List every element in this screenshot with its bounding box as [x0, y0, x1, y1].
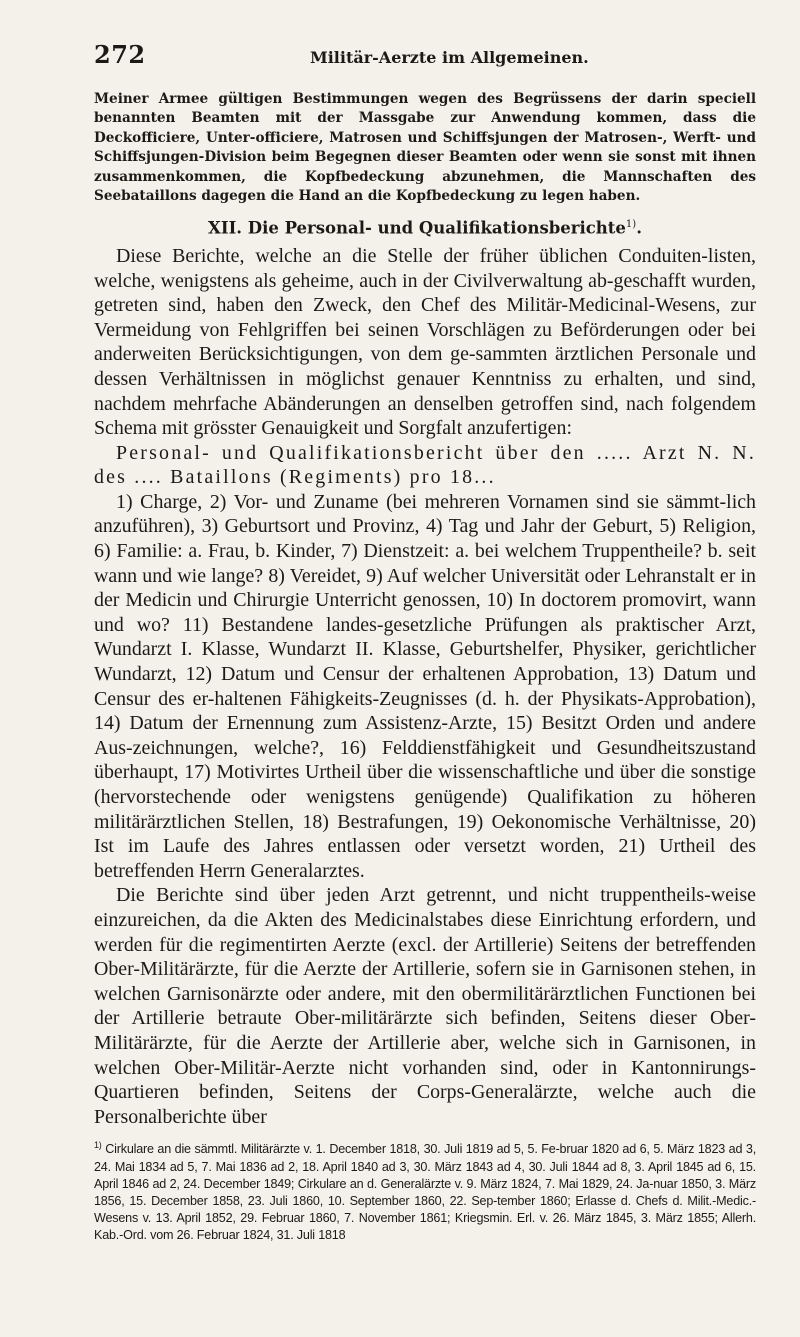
report-form-title: Personal- und Qualifikationsbericht über den ..... Arzt N. N. des .... Bataillons (Regiments) pro 18... — [94, 441, 756, 489]
footnote — [94, 1137, 756, 1243]
paragraph-submission: Die Berichte sind über jeden Arzt getrennt, und nicht truppentheils-weise einzureichen, da die Akten des Medicinalstabes diese Einrichtung erfordern, und werden für die regimentirten Aerzte (excl. der Artillerie) Seitens der betreffenden Ober-Militärärzte, für die Aerzte der Artillerie, sofern sie in Garnisonen stehen, in welchen Garnisonärzte oder andere, mit den obermilitärärztlichen Functionen bei der Artillerie betraute Ober-militärärzte sich befinden, Seitens dieser Ober-Militärärzte, für die Aerzte der Artillerie aber, welche sich in Garnisonen, in welchen Ober-Militär-Aerzte nicht vorhanden sind, oder in Kantonnirungs-Quartieren befinden, Seitens der Corps-Generalärzte, welche auch die Personalberichte über — [94, 884, 756, 1128]
footnote-reference: 1) — [625, 219, 637, 231]
footnote-marker: 1) — [94, 1140, 102, 1151]
paragraph-purpose: Diese Berichte, welche an die Stelle der früher üblichen Conduiten-listen, welche, wenigstens als geheime, auch in der Civilverwaltung ab-geschafft wurden, getreten sind, haben den Zweck, den Chef des Militär-Medicinal-Wesens, zur Vermeidung von Fehlgriffen bei seinen Vorschlägen zu Beförderungen oder bei anderweiten Berücksichtigungen, von dem ge-sammten ärztlichen Personale und dessen Verhältnissen in möglichst genauer Kenntniss zu erhalten, und sind, nachdem mehrfache Abänderungen an denselben getroffen sind, nach folgendem Schema mit grösster Genauigkeit und Sorgfalt anzufertigen: — [94, 244, 756, 440]
section-body — [94, 244, 756, 1129]
footnote-text: Cirkulare an die sämmtl. Militärärzte v. 1. December 1818, 30. Juli 1819 ad 5, 5. Fe-bruar 1820 ad 6, 5. März 1823 ad 3, 24. Mai 1834 ad 5, 7. Mai 1836 ad 2, 18. April 1840 ad 3, 30. März 1843 ad 4, 30. Juli 1844 ad 8, 3. April 1845 ad 6, 15. April 1846 ad 2, 24. December 1849; Cirkulare an d. Generalärzte v. 9. März 1824, 7. Mai 1829, 24. Ja-nuar 1850, 3. März 1856, 15. December 1858, 23. Juli 1860, 10. September 1860, 22. Sep-tember 1860; Erlasse d. Chefs d. Milit.-Medic.-Wesens v. 13. April 1852, 29. Februar 1860, 7. November 1861; Kriegsmin. Erl. v. 26. März 1845, 3. März 1855; Allerh. Kab.-Ord. vom 26. Februar 1824, 31. Juli 1818 — [94, 1142, 756, 1242]
page-header — [94, 40, 756, 74]
paragraph-schema-items: 1) Charge, 2) Vor- und Zuname (bei mehreren Vornamen sind sie sämmt-lich anzuführen), 3) Geburtsort und Provinz, 4) Tag und Jahr der Geburt, 5) Religion, 6) Familie: a. Frau, b. Kinder, 7) Dienstzeit: a. bei welchem Truppentheile? b. seit wann und wie lange? 8) Vereidet, 9) Auf welcher Universität oder Lehranstalt er in der Medicin und Chirurgie Unterricht genossen, 10) In doctorem promovirt, wann und wo? 11) Bestandene landes-gesetzliche Prüfungen als praktischer Arzt, Wundarzt I. Klasse, Wundarzt II. Klasse, Geburtshelfer, Physiker, gerichtlicher Wundarzt, 12) Datum und Censur der erhaltenen Approbation, 13) Datum und Censur des er-haltenen Fähigkeits-Zeugnisses (d. h. der Physikats-Approbation), 14) Datum der Ernennung zum Assistenz-Arzte, 15) Besitzt Orden und andere Aus-zeichnungen, welche?, 16) Felddienstfähigkeit und Gesundheitszustand überhaupt, 17) Motivirtes Urtheil über die wissenschaftliche und über die sonstige (hervorstechende oder wenigstens genügende) Qualifikation zu höheren militärärztlichen Stellen, 18) Bestrafungen, 19) Oekonomische Verhältnisse, 20) Ist im Laufe des Jahres entlassen oder versetzt worden, 21) Urtheil des betreffenden Herrn Generalarztes. — [94, 490, 756, 882]
running-title: Militär-Aerzte im Allgemeinen. — [310, 48, 589, 67]
section-heading-text: XII. Die Personal- und Qualifikationsberichte — [208, 218, 626, 238]
page-number: 272 — [94, 40, 146, 69]
intro-paragraph: Meiner Armee gültigen Bestimmungen wegen des Begrüssens der darin speciell benannten Beamten mit der Massgabe zur Anwendung kommen, dass die Deckofficiere, Unter-officiere, Matrosen und Schiffsjungen der Matrosen-, Werft- und Schiffsjungen-Division beim Begegnen dieser Beamten oder wenn sie sonst mit ihnen zusammenkommen, die Kopfbedeckung abzunehmen, die Mannschaften des Seebataillons dagegen die Hand an die Kopfbedeckung zu legen haben. — [94, 91, 756, 205]
book-page — [94, 40, 756, 1244]
section-heading: XII. Die Personal- und Qualifikationsberichte$^{1)}$. — [208, 218, 642, 238]
